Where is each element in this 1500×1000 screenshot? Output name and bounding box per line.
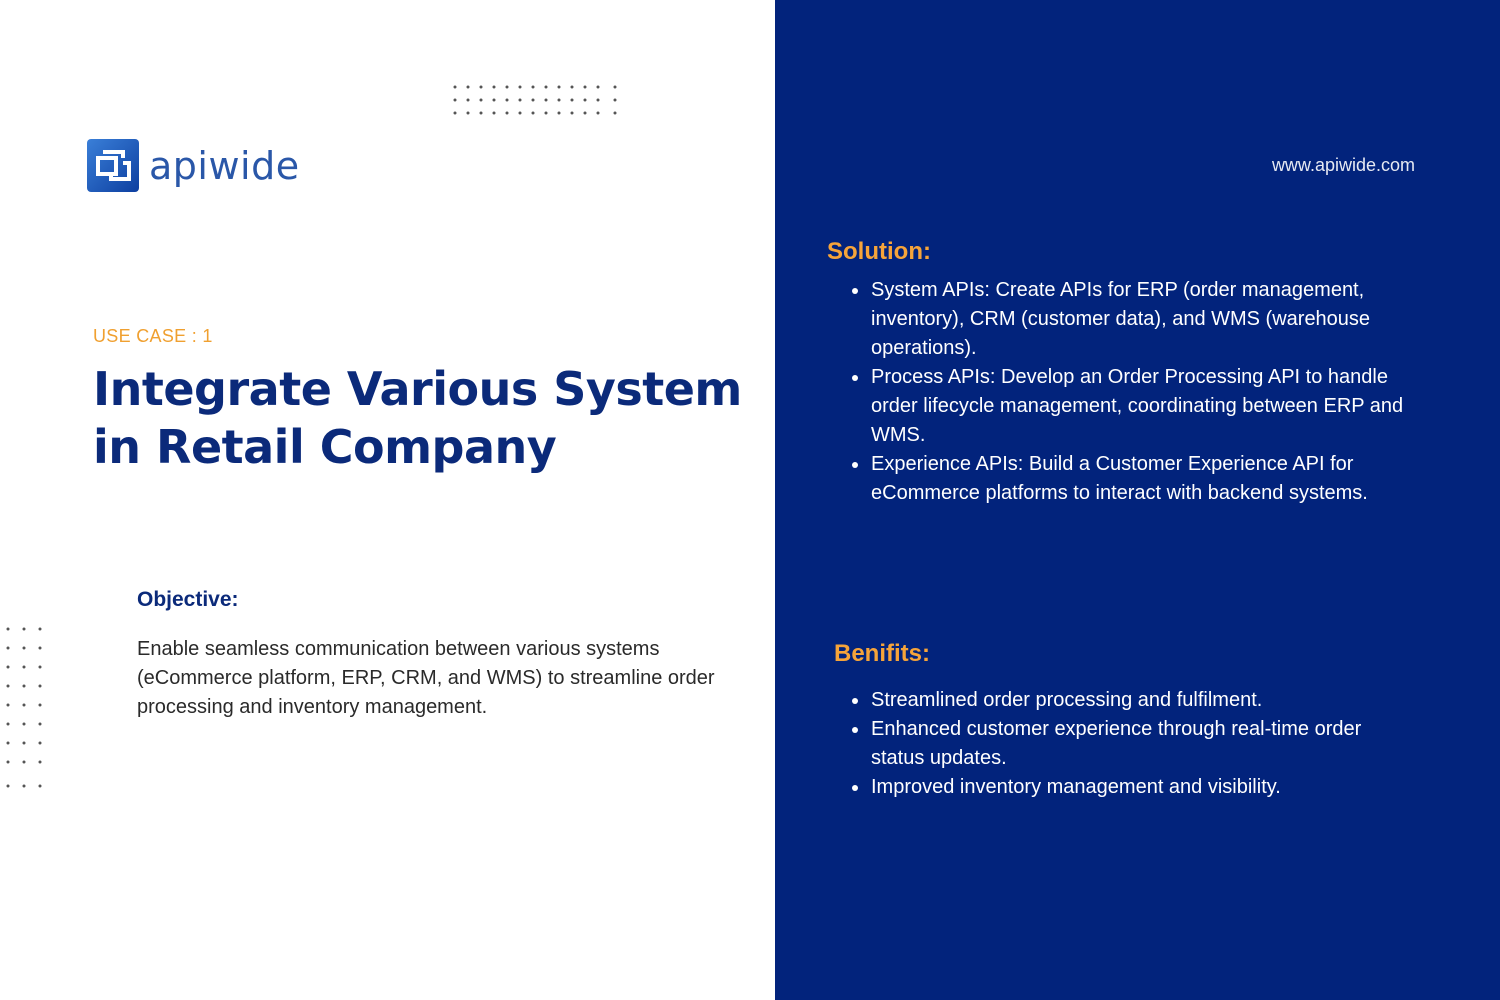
page-title bbox=[93, 360, 753, 476]
use-case-label: USE CASE : 1 bbox=[93, 326, 213, 346]
solution-list bbox=[850, 276, 1410, 508]
solution-item: System APIs: Create APIs for ERP (order management, inventory), CRM (customer data), and WMS (warehouse operations). bbox=[850, 276, 1410, 363]
benefit-item: Streamlined order processing and fulfilment. bbox=[850, 686, 1410, 715]
logo-text: apiwide bbox=[149, 143, 300, 188]
title-line-1: Integrate Various System bbox=[93, 362, 742, 416]
objective-heading: Objective: bbox=[137, 588, 239, 611]
benefits-list bbox=[850, 686, 1410, 802]
apiwide-logo-icon bbox=[87, 139, 139, 192]
solution-item: Experience APIs: Build a Customer Experience API for eCommerce platforms to interact with backend systems. bbox=[850, 450, 1410, 508]
dot-grid-decoration-left bbox=[2, 623, 46, 795]
title-line-2: in Retail Company bbox=[93, 420, 557, 474]
solution-item: Process APIs: Develop an Order Processing API to handle order lifecycle management, coordinating between ERP and WMS. bbox=[850, 363, 1410, 450]
benefit-item: Enhanced customer experience through real-time order status updates. bbox=[850, 715, 1410, 773]
benefits-heading: Benifits: bbox=[834, 640, 930, 667]
dot-grid-decoration-top bbox=[449, 80, 621, 120]
solution-heading: Solution: bbox=[827, 238, 931, 265]
apiwide-logo[interactable] bbox=[87, 139, 300, 192]
right-panel bbox=[775, 0, 1500, 1000]
objective-text: Enable seamless communication between various systems (eCommerce platform, ERP, CRM, and WMS) to streamline order processing and inventory management. bbox=[137, 638, 715, 718]
benefit-item: Improved inventory management and visibility. bbox=[850, 773, 1410, 802]
website-link[interactable]: www.apiwide.com bbox=[1271, 155, 1415, 175]
